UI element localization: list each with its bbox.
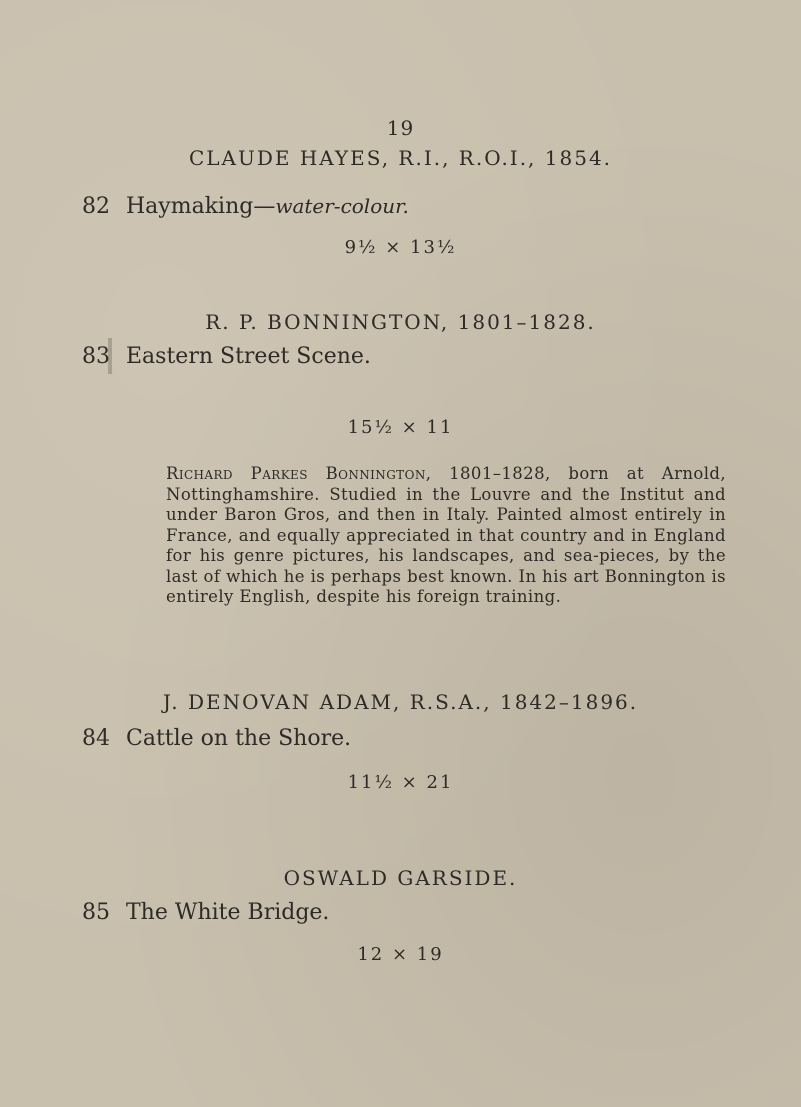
item-number: 82 bbox=[82, 194, 110, 219]
item-title: Haymaking— bbox=[126, 194, 276, 219]
item-dimensions: 12 × 19 bbox=[357, 944, 444, 965]
item-dimensions: 9½ × 13½ bbox=[344, 237, 457, 258]
item-title: The White Bridge. bbox=[126, 900, 330, 925]
artist-heading: OSWALD GARSIDE. bbox=[283, 866, 518, 890]
catalogue-entry bbox=[82, 726, 351, 751]
artist-biography bbox=[166, 464, 726, 608]
item-number: 85 bbox=[82, 900, 110, 925]
item-title: Eastern Street Scene. bbox=[126, 344, 371, 369]
item-number: 83 bbox=[82, 344, 110, 369]
item-dimensions: 11½ × 21 bbox=[347, 772, 454, 793]
item-title: Cattle on the Shore. bbox=[126, 726, 352, 751]
catalogue-entry bbox=[82, 900, 329, 925]
page-number: 19 bbox=[386, 116, 415, 140]
catalogue-entry bbox=[82, 194, 409, 219]
biography-lead: Richard Parkes Bonnington, bbox=[166, 464, 432, 483]
biography-text: 1801–1828, born at Arnold, Nottinghamshire. Studied in the Louvre and the Institut and under Baron Gros, and then in Italy. Painted almost entirely in France, and equally appreciated in that country and in England for his genre pictures, his landscapes, and sea-pieces, by the last of which he is perhaps best known. In his art Bonnington is entirely English, despite his foreign training. bbox=[166, 464, 726, 606]
item-dimensions: 15½ × 11 bbox=[347, 417, 454, 438]
item-medium: water-colour. bbox=[275, 194, 409, 218]
item-number: 84 bbox=[82, 726, 110, 751]
artist-heading: J. DENOVAN ADAM, R.S.A., 1842–1896. bbox=[162, 690, 639, 714]
catalogue-entry bbox=[82, 344, 371, 369]
artist-heading: R. P. BONNINGTON, 1801–1828. bbox=[205, 310, 596, 334]
artist-heading: CLAUDE HAYES, R.I., R.O.I., 1854. bbox=[188, 146, 613, 170]
